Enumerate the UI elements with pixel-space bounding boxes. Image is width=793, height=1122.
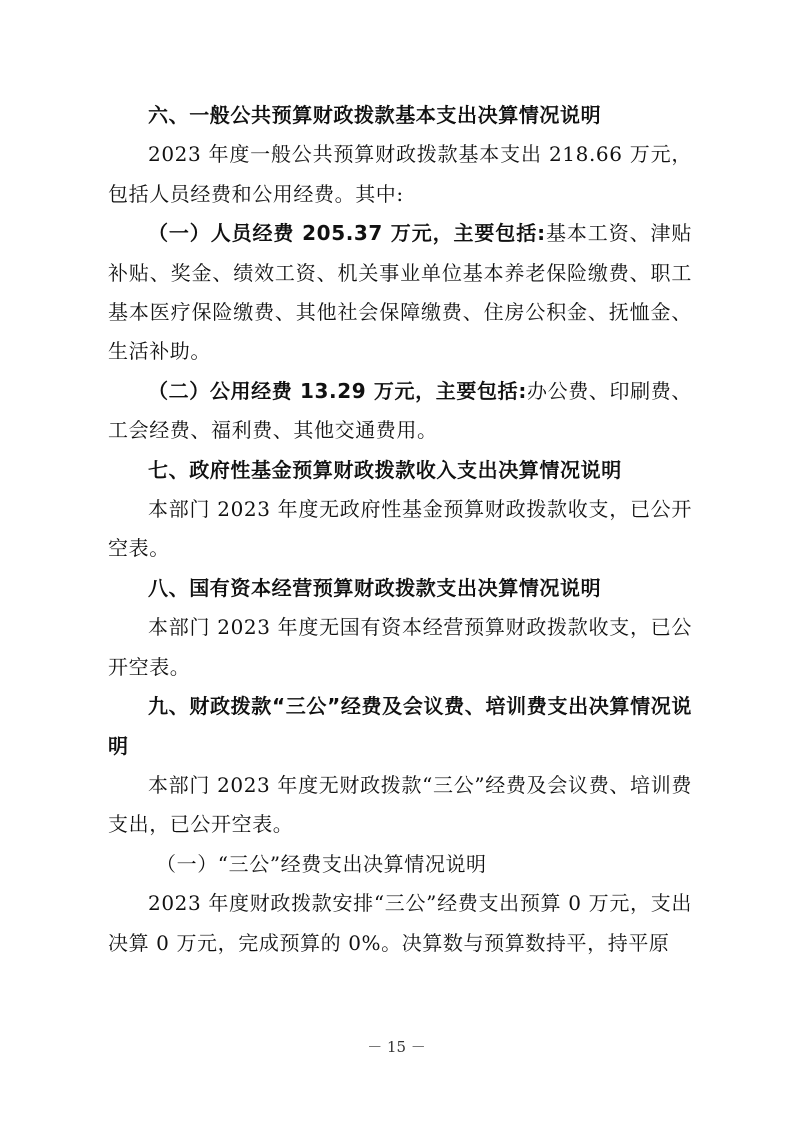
subsection-heading: （一）“三公”经费支出决算情况说明 — [156, 851, 487, 876]
section-heading-8: 八、国有资本经营预算财政拨款支出决算情况说明 — [148, 575, 602, 600]
item-lead: （一）人员经费 205.37 万元，主要包括: — [148, 221, 546, 246]
list-item-personnel-expenses — [108, 214, 692, 372]
document-body — [108, 96, 692, 963]
paragraph: 本部门 2023 年度无国有资本经营预算财政拨款收支，已公开空表。 — [108, 615, 692, 679]
section-heading-7: 七、政府性基金预算财政拨款收入支出决算情况说明 — [148, 457, 622, 482]
list-item-public-expenses — [108, 372, 692, 451]
section-heading-9: 九、财政拨款“三公”经费及会议费、培训费支出决算情况说明 — [108, 694, 692, 758]
paragraph: 2023 年度一般公共预算财政拨款基本支出 218.66 万元，包括人员经费和公用经费。其中: — [108, 142, 692, 206]
page-number: － 15 － — [367, 1038, 426, 1056]
item-lead: （二）公用经费 13.29 万元，主要包括: — [148, 378, 527, 403]
section-heading-6: 六、一般公共预算财政拨款基本支出决算情况说明 — [148, 103, 602, 127]
paragraph: 本部门 2023 年度无政府性基金预算财政拨款收支，已公开空表。 — [108, 497, 692, 561]
item-text: 基本工资、津贴补贴、奖金、绩效工资、机关事业单位基本养老保险缴费、职工基本医疗保险缴费、其他社会保障缴费、住房公积金、抚恤金、生活补助。 — [108, 221, 693, 364]
item-text: 办公费、印刷费、工会经费、福利费、其他交通费用。 — [108, 378, 692, 443]
paragraph: 本部门 2023 年度无财政拨款“三公”经费及会议费、培训费支出，已公开空表。 — [108, 772, 692, 837]
paragraph: 2023 年度财政拨款安排“三公”经费支出预算 0 万元，支出决算 0 万元，完成预算的 0%。决算数与预算数持平，持平原 — [108, 891, 692, 955]
